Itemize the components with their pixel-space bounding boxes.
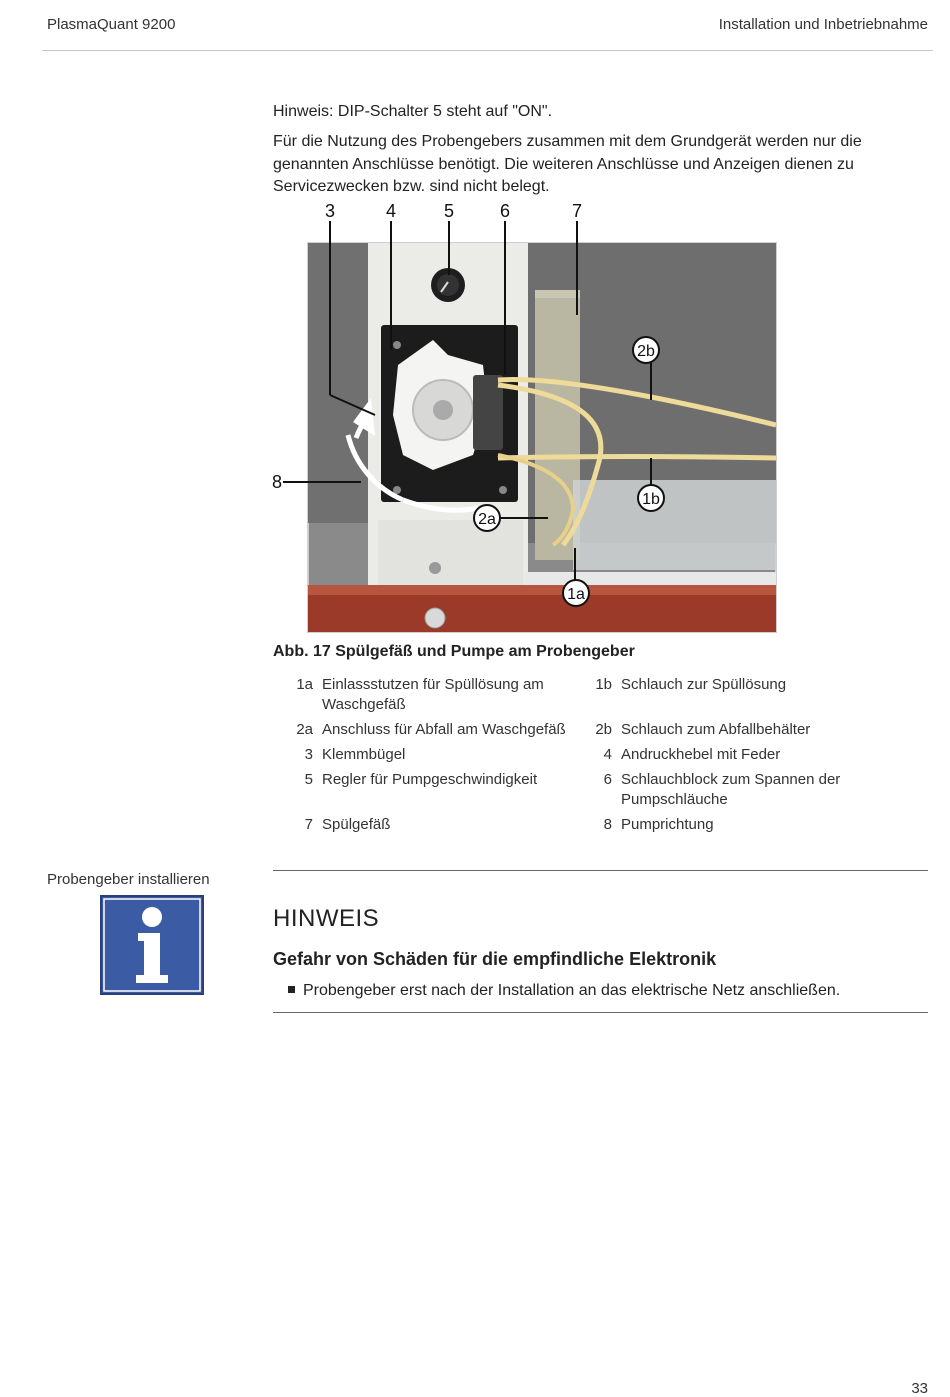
connections-paragraph: Für die Nutzung des Probengebers zusammen mit dem Grundgerät werden nur die genannten Anschlüsse benötigt. Die weiteren Anschlüsse und Anzeigen dienen zu Servicezwecken bzw. sind nicht belegt. xyxy=(273,133,862,195)
legend-text: Andruckhebel mit Feder xyxy=(621,746,781,763)
legend-row xyxy=(273,770,841,810)
legend-row xyxy=(273,720,833,740)
callout-3: 3 xyxy=(324,201,336,221)
legend-item-2b xyxy=(572,720,871,740)
legend-number: 6 xyxy=(603,771,612,788)
callout-2b: 2b xyxy=(637,343,655,360)
legend-row xyxy=(273,745,833,765)
legend-text: Schlauch zur Spüllösung xyxy=(621,676,787,693)
notice-top-divider xyxy=(273,870,928,871)
notice-bottom-divider xyxy=(273,1012,928,1013)
legend-text: Schlauchblock zum Spannen der Pumpschläuche xyxy=(621,771,841,808)
legend-item-4 xyxy=(572,745,871,765)
legend-text: Regler für Pumpgeschwindigkeit xyxy=(322,771,538,788)
legend-item-3 xyxy=(273,745,572,765)
legend-item-6 xyxy=(572,770,871,810)
callout-2a: 2a xyxy=(478,511,496,528)
callout-8: 8 xyxy=(271,472,283,492)
callout-1b: 1b xyxy=(642,491,660,508)
legend-item-7 xyxy=(273,815,572,835)
notice-item-text: Probengeber erst nach der Installation an das elektrische Netz anschließen. xyxy=(303,982,841,999)
header-chapter-title: Installation und Inbetriebnahme xyxy=(718,16,928,33)
legend-number: 8 xyxy=(603,816,612,833)
legend-number: 4 xyxy=(603,746,612,763)
figure-caption: Abb. 17 Spülgefäß und Pumpe am Probengeber xyxy=(273,643,635,660)
callout-7: 7 xyxy=(571,201,583,221)
legend-number: 5 xyxy=(304,771,313,788)
callout-1a: 1a xyxy=(567,586,585,603)
callout-1b-marker xyxy=(638,485,664,511)
notice-title: HINWEIS xyxy=(273,905,380,932)
legend-item-2a xyxy=(273,720,572,740)
legend-text: Pumprichtung xyxy=(621,816,714,833)
legend-item-5 xyxy=(273,770,572,810)
legend-number: 3 xyxy=(304,746,313,763)
header-divider xyxy=(42,50,933,51)
notice-subtitle: Gefahr von Schäden für die empfindliche Elektronik xyxy=(273,949,717,969)
legend-item-1b xyxy=(572,675,871,715)
page-number: 33 xyxy=(911,1380,928,1397)
header-product-name: PlasmaQuant 9200 xyxy=(47,16,176,33)
legend-item-8 xyxy=(572,815,871,835)
legend-number: 1a xyxy=(296,676,313,693)
legend-text: Spülgefäß xyxy=(322,816,391,833)
pump-photo-figure xyxy=(273,200,793,640)
legend-item-1a xyxy=(273,675,572,715)
callout-1a-marker xyxy=(563,580,589,606)
callout-2b-marker xyxy=(633,337,659,363)
legend-number: 7 xyxy=(304,816,313,833)
callout-6: 6 xyxy=(499,201,511,221)
legend-row xyxy=(273,675,833,715)
legend-row xyxy=(273,815,833,835)
dip-switch-note: Hinweis: DIP-Schalter 5 steht auf "ON". xyxy=(273,103,553,120)
callout-5: 5 xyxy=(443,201,455,221)
legend-text: Anschluss für Abfall am Waschgefäß xyxy=(322,721,566,738)
legend-number: 2b xyxy=(595,721,612,738)
legend-text: Schlauch zum Abfallbehälter xyxy=(621,721,811,738)
callout-2a-marker xyxy=(474,505,500,531)
notice-item xyxy=(288,982,840,1000)
callout-4: 4 xyxy=(385,201,397,221)
figure-legend xyxy=(273,675,841,840)
photo xyxy=(308,243,776,632)
info-icon xyxy=(100,895,204,995)
legend-text: Klemmbügel xyxy=(322,746,406,763)
legend-text: Einlassstutzen für Spüllösung am Waschgefäß xyxy=(322,676,544,713)
section-side-label: Probengeber installieren xyxy=(47,871,210,888)
legend-number: 1b xyxy=(595,676,612,693)
legend-number: 2a xyxy=(296,721,313,738)
bullet-icon xyxy=(288,986,295,993)
